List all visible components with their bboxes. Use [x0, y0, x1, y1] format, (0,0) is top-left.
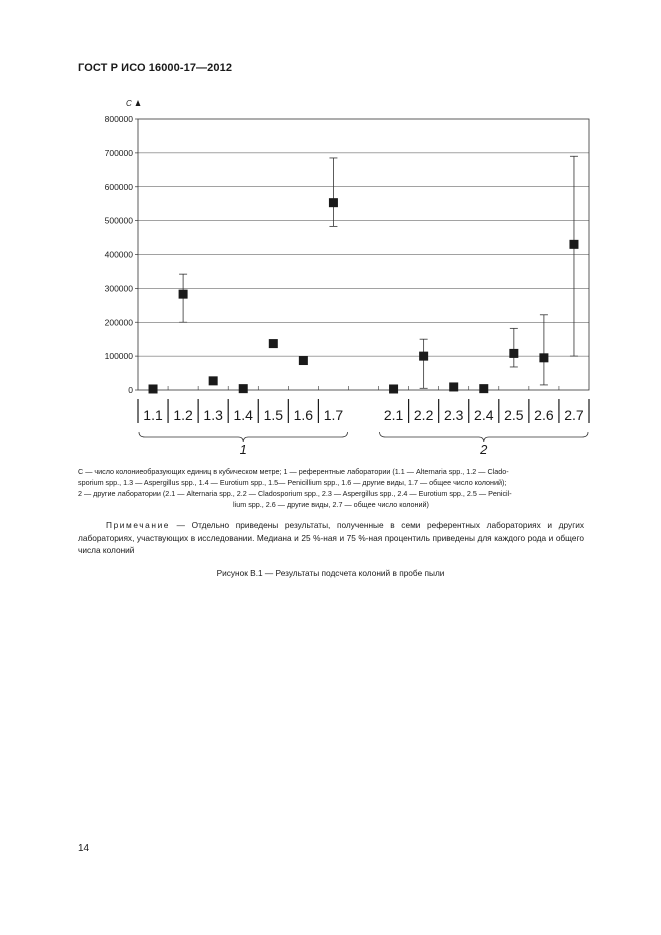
median-point: [419, 352, 428, 361]
median-point: [569, 240, 578, 249]
group-label: 1: [239, 442, 247, 457]
group-brace: [380, 432, 588, 442]
y-axis-label: C: [126, 99, 132, 108]
y-axis-label-group: [126, 99, 141, 108]
y-tick-label: 0: [128, 385, 133, 395]
y-tick-label: 500000: [104, 215, 133, 226]
median-point: [509, 349, 518, 358]
y-tick-label: 700000: [104, 147, 133, 158]
y-tick-label: 100000: [104, 351, 133, 362]
x-tick-label: 1.7: [323, 407, 344, 423]
legend-line-2: sporium spp., 1.3 — Aspergillus spp., 1.4 — Eurotium spp., 1.5— Penicillium spp., 1.6 — другие виды, 1.7 — общее число колоний);: [78, 478, 507, 487]
y-tick-label: 600000: [104, 181, 133, 192]
x-tick-label: 2.5: [504, 407, 524, 423]
x-tick-label: 1.1: [143, 407, 163, 423]
median-point: [179, 290, 188, 299]
y-tick-label: 800000: [104, 114, 133, 124]
group-braces: [139, 432, 588, 457]
document-header: ГОСТ Р ИСО 16000-17—2012: [78, 62, 233, 74]
chart-gridlines: [138, 153, 589, 390]
note-paragraph: [78, 519, 584, 557]
x-tick-label: 2.3: [443, 407, 464, 423]
legend-line-4: lium spp., 2.6 — другие виды, 2.7 — общее число колоний): [233, 500, 429, 509]
x-axis-labels: [138, 399, 589, 423]
x-tick-label: 1.6: [293, 407, 314, 423]
x-tick-label: 1.5: [263, 407, 284, 423]
x-tick-label: 1.3: [203, 407, 223, 423]
median-point: [239, 384, 248, 393]
figure-legend: [78, 466, 584, 510]
x-tick-label: 2.1: [383, 407, 404, 423]
group-brace: [139, 432, 347, 442]
group-label: 2: [480, 442, 488, 457]
y-tick-label: 200000: [104, 317, 133, 328]
legend-line-3: 2 — другие лаборатории (2.1 — Alternaria spp., 2.2 — Cladosporium spp., 2.3 — Aspergillus spp., 2.4 — Eurotium spp., 2.5 — Penicil-: [78, 489, 512, 498]
median-point: [329, 198, 338, 207]
note-label: Примечание: [106, 520, 171, 530]
y-tick-label: 400000: [104, 249, 133, 260]
y-tick-label: 300000: [104, 283, 133, 294]
x-tick-label: 2.6: [534, 407, 554, 423]
x-tick-label: 2.2: [413, 407, 434, 423]
x-tick-label: 2.7: [564, 407, 584, 423]
x-tick-label: 2.4: [474, 407, 494, 423]
x-tick-label: 1.4: [233, 407, 253, 423]
figure-title: Рисунок B.1 — Результаты подсчета колоний в пробе пыли: [216, 568, 445, 578]
median-point: [479, 384, 488, 393]
page-number: 14: [78, 843, 90, 854]
median-point: [449, 382, 458, 391]
median-point: [389, 384, 398, 393]
median-point: [299, 356, 308, 365]
median-point: [209, 376, 218, 385]
legend-line-1: C — число колониеобразующих единиц в кубическом метре; 1 — референтные лаборатории (1.1 — Alternaria spp., 1.2 — Clado-: [78, 467, 509, 476]
median-point: [149, 384, 158, 393]
x-tick-label: 1.2: [173, 407, 193, 423]
y-axis-ticks: [105, 114, 138, 395]
median-point: [269, 339, 278, 348]
median-point: [539, 353, 548, 362]
note-text: — Отдельно приведены результаты, полученные в семи референтных лабораториях и других лабораториях, участвующих в исследовании. Медиана и 25 %-ная и 75 %-ная процентиль приведены для каждого рода и общего числа колоний: [78, 520, 584, 555]
y-axis-arrow-icon: [136, 100, 141, 106]
